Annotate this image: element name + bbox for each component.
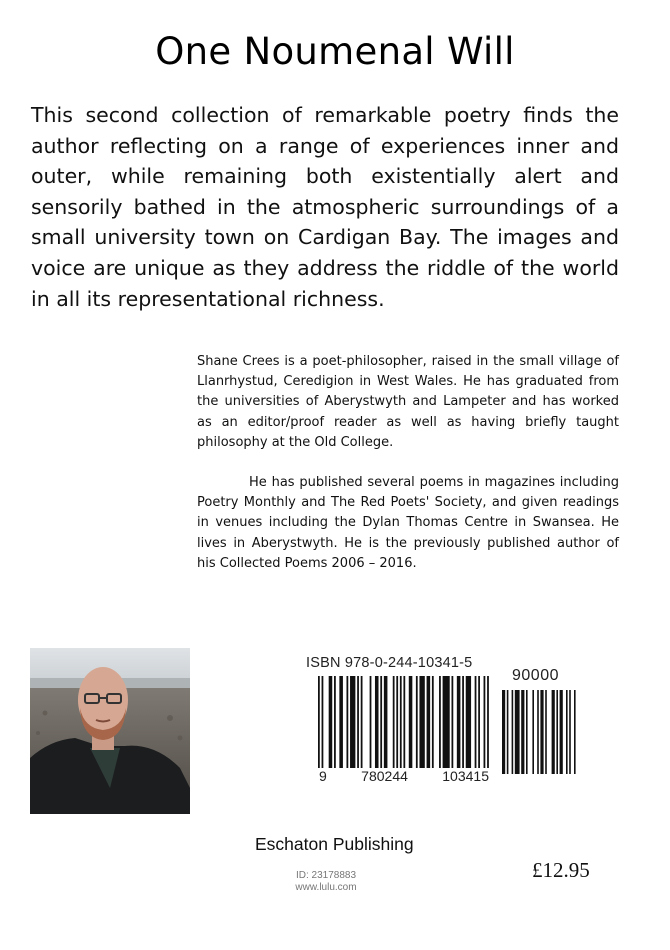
- barcode-bar: [396, 676, 398, 778]
- barcode-digit-lead: 9: [319, 768, 327, 784]
- barcode-bar: [484, 676, 486, 778]
- price: £12.95: [532, 858, 590, 882]
- barcode-bar: [361, 676, 363, 768]
- barcode-bar: [574, 690, 576, 774]
- barcode-addon-label: 90000: [512, 667, 559, 684]
- barcode-bar: [322, 676, 324, 778]
- addon-barcode: [502, 690, 580, 780]
- lulu-identifier: [283, 870, 369, 894]
- barcode-bar: [462, 676, 464, 768]
- barcode-bar: [419, 676, 424, 768]
- barcode-bar: [560, 690, 563, 774]
- barcode-bar: [393, 676, 395, 768]
- barcode-bar: [380, 676, 382, 768]
- barcode-bar: [432, 676, 434, 768]
- barcode-bar: [339, 676, 343, 768]
- barcode-digits: [318, 768, 490, 784]
- book-title: One Noumenal Will: [155, 30, 515, 73]
- barcode-bar: [370, 676, 372, 768]
- barcode-bar: [502, 690, 505, 774]
- barcode-bar: [512, 690, 514, 774]
- barcode-bar: [507, 690, 509, 774]
- barcode-bar: [334, 676, 336, 768]
- barcode-bar: [409, 676, 413, 768]
- book-blurb: This second collection of remarkable poetry finds the author reflecting on a range of experiences inner and outer, while remaining both existentially alert and sensorily bathed in the atmospheric surroundings of a small university town on Cardigan Bay. The images and voice are unique as they address the riddle of the world in all its representational richness.: [31, 103, 619, 311]
- barcode-digit-right: 103415: [442, 768, 489, 784]
- barcode-bar: [427, 676, 431, 768]
- barcode-bar: [466, 676, 471, 768]
- barcode-bar: [526, 690, 528, 774]
- isbn-label: ISBN 978-0-244-10341-5: [306, 655, 473, 671]
- barcode-bar: [487, 676, 489, 778]
- barcode-bar: [457, 676, 461, 768]
- bio-paragraph-2: He has published several poems in magazines including Poetry Monthly and The Red Poets' Society, and given readings in venues including the Dylan Thomas Centre in Swansea. He lives in Aberystwyth. He is the previously published author of his Collected Poems 2006 – 2016.: [197, 475, 619, 571]
- barcode-bar: [329, 676, 333, 768]
- lulu-id: ID: 23178883: [295, 870, 357, 881]
- barcode-bar: [552, 690, 555, 774]
- barcode-bar: [475, 676, 477, 768]
- barcode-bar: [375, 676, 379, 768]
- barcode-bar: [439, 676, 441, 768]
- barcode-bar: [515, 690, 520, 774]
- lulu-url: www.lulu.com: [295, 882, 357, 893]
- barcode-bar: [346, 676, 348, 768]
- isbn-barcode: [318, 676, 490, 780]
- barcode-bar: [350, 676, 355, 768]
- barcode-bar: [478, 676, 480, 768]
- publisher-name: Eschaton Publishing: [255, 834, 414, 854]
- barcode-bar: [318, 676, 320, 778]
- barcode-bar: [384, 676, 388, 768]
- barcode-bar: [443, 676, 450, 768]
- barcode-bar: [540, 690, 543, 774]
- barcode-bar: [537, 690, 539, 774]
- barcode-bar: [532, 690, 534, 774]
- barcode-bar: [357, 676, 359, 768]
- barcode-bar: [403, 676, 405, 768]
- author-bio: [197, 352, 619, 574]
- barcode-digit-left: 780244: [361, 768, 408, 784]
- barcode-bar: [521, 690, 524, 774]
- barcode-bar: [569, 690, 571, 774]
- barcode-bar: [400, 676, 402, 778]
- barcode-bar: [566, 690, 568, 774]
- barcode-bar: [545, 690, 547, 774]
- bio-paragraph-1: Shane Crees is a poet-philosopher, raised in the small village of Llanrhystud, Ceredigion in West Wales. He has graduated from the universities of Aberystwyth and Lampeter and has worked as an editor/proof reader as well as having briefly taught philosophy at the Old College.: [197, 354, 619, 450]
- barcode-bar: [452, 676, 454, 768]
- author-photo: [30, 648, 190, 814]
- barcode-bar: [556, 690, 558, 774]
- barcode-bar: [416, 676, 418, 768]
- author-photo-image: [30, 648, 190, 814]
